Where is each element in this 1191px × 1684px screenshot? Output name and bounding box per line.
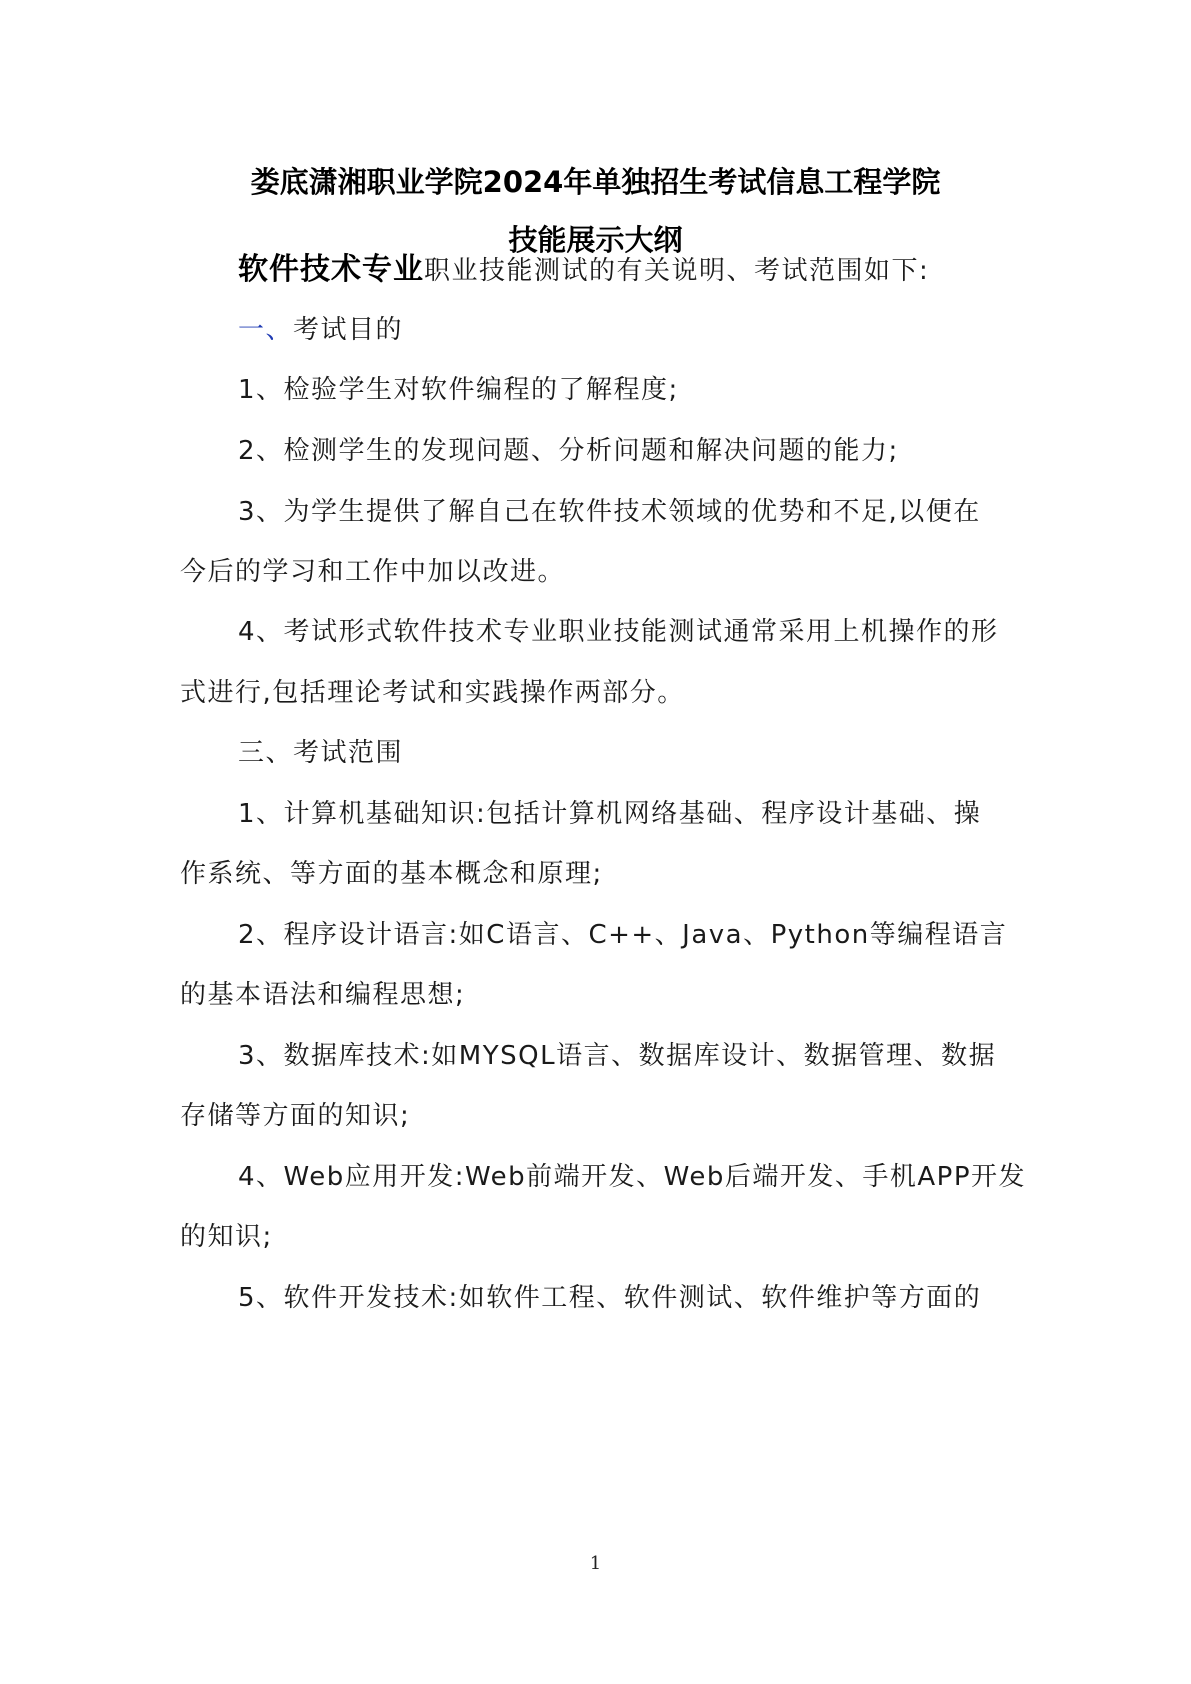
section3-item-2: 2、程序设计语言:如C语言、C++、Java、Python等编程语言: [238, 920, 1008, 950]
document-title-line1: 娄底潇湘职业学院2024年单独招生考试信息工程学院: [250, 165, 941, 199]
section3-item-1-cont: 作系统、等方面的基本概念和原理;: [180, 859, 603, 889]
major-name: 软件技术专业: [238, 252, 424, 287]
section1-item-4-cont: 式进行,包括理论考试和实践操作两部分。: [180, 678, 685, 708]
intro-text: 职业技能测试的有关说明、考试范围如下:: [424, 256, 930, 286]
section1-item-2: 2、检测学生的发现问题、分析问题和解决问题的能力;: [238, 436, 899, 466]
section1-number: 一、: [238, 315, 294, 345]
section3-heading: 三、考试范围: [238, 738, 404, 768]
section1-title: 考试目的: [293, 315, 404, 345]
section1-heading: [238, 312, 1088, 348]
document-title-line2: 技能展示大纲: [508, 223, 683, 257]
section3-item-3-cont: 存储等方面的知识;: [180, 1101, 411, 1131]
section3-item-4-cont: 的知识;: [180, 1222, 273, 1252]
section1-item-3: 3、为学生提供了解自己在软件技术领域的优势和不足,以便在: [238, 497, 981, 527]
section3-item-2-cont: 的基本语法和编程思想;: [180, 980, 466, 1010]
section3-item-3: 3、数据库技术:如MYSQL语言、数据库设计、数据管理、数据: [238, 1041, 997, 1071]
section1-item-3-cont: 今后的学习和工作中加以改进。: [180, 557, 566, 587]
intro-paragraph: [238, 252, 1088, 289]
page-number: 1: [589, 1553, 602, 1574]
section1-item-1: 1、检验学生对软件编程的了解程度;: [238, 375, 679, 405]
section1-item-4: 4、考试形式软件技术专业职业技能测试通常采用上机操作的形: [238, 617, 999, 647]
section3-item-4: 4、Web应用开发:Web前端开发、Web后端开发、手机APP开发: [238, 1162, 1026, 1192]
section3-item-5: 5、软件开发技术:如软件工程、软件测试、软件维护等方面的: [238, 1283, 982, 1313]
section3-item-1: 1、计算机基础知识:包括计算机网络基础、程序设计基础、操: [238, 799, 982, 829]
